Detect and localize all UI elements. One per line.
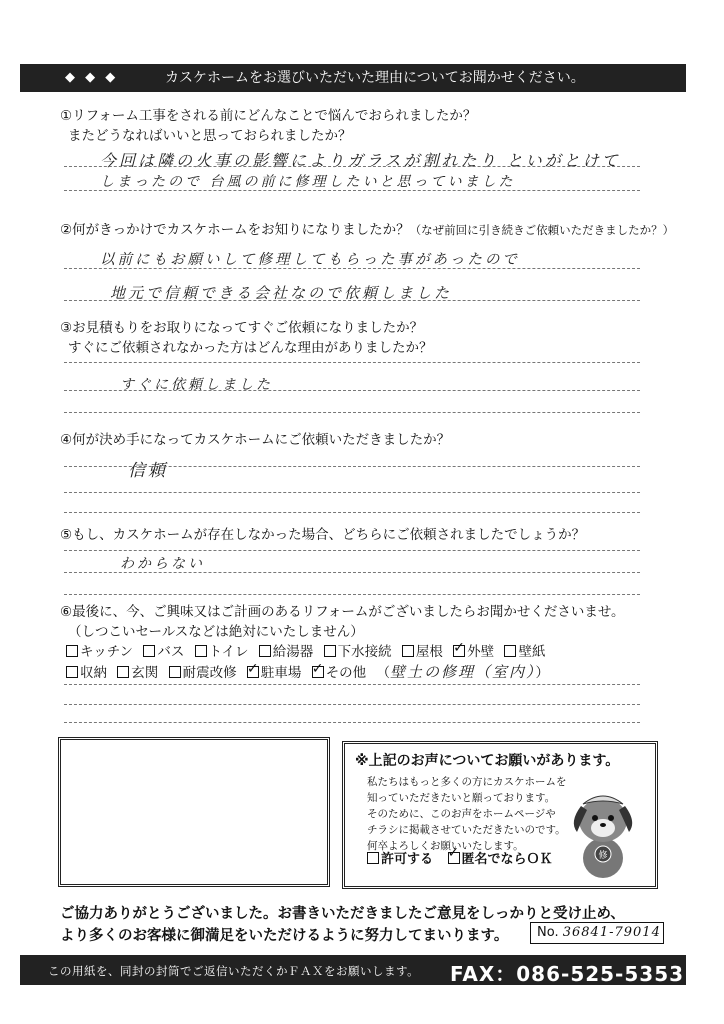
option-permit[interactable]: 許可する [367, 852, 433, 867]
dashed-line [64, 594, 640, 595]
dashed-line [64, 390, 640, 391]
dashed-line [64, 166, 640, 167]
option-storage[interactable]: 収納 [66, 665, 107, 681]
option-seismic[interactable]: 耐震改修 [169, 665, 237, 681]
answer-3-line-1: すぐに依頼しました [120, 377, 273, 393]
header-title: カスケホームをお選びいただいた理由についてお聞かせください。 [165, 70, 585, 86]
number-prefix: No. [537, 925, 559, 940]
interest-options-row-1 [66, 642, 551, 662]
answer-1-line-1: 今回は隣の火事の影響によりガラスが割れたり といがとけて [100, 151, 621, 170]
option-kitchen[interactable]: キッチン [66, 644, 133, 660]
question-3-line-1: ③お見積もりをお取りになってすぐご依頼になりましたか？ [60, 320, 424, 336]
footer-bar [20, 955, 686, 985]
dashed-line [64, 512, 640, 513]
dashed-line [64, 492, 640, 493]
other-paren-open: （ [376, 665, 390, 681]
option-wallpaper[interactable]: 壁紙 [504, 644, 545, 660]
answer-1-line-2: しまったので 台風の前に修理したいと思っていました [100, 174, 516, 190]
checkbox-checked[interactable] [453, 645, 465, 657]
checkbox[interactable] [324, 645, 336, 657]
permission-options [367, 848, 553, 867]
checkbox[interactable] [367, 852, 379, 864]
checkbox-checked[interactable] [247, 666, 259, 678]
option-water-heater[interactable]: 給湯器 [259, 644, 314, 660]
question-6-line-1: ⑥最後に、今、ご興味又はご計画のあるリフォームがございましたらお聞かせくださいませ。 [60, 604, 625, 620]
question-6 [60, 602, 625, 642]
footer-message: この用紙を、同封の封筒でご返信いただくかＦＡＸをお願いします。 [48, 964, 420, 978]
answer-4-line-1: 信頼 [128, 461, 168, 481]
notice-body [367, 774, 567, 854]
question-4 [60, 430, 450, 450]
interest-options-row-2 [66, 662, 549, 683]
checkbox[interactable] [66, 666, 78, 678]
question-1 [60, 106, 476, 146]
publication-notice-box [342, 741, 658, 889]
diamond-icons: ◆ ◆ ◆ [65, 70, 119, 85]
answer-2-line-2: 地元で信頼できる会社なので依頼しました [110, 284, 453, 302]
answer-5-line-1: わからない [120, 556, 205, 572]
checkbox-checked[interactable] [448, 852, 460, 864]
dashed-line [64, 684, 640, 685]
dashed-line [64, 412, 640, 413]
notice-line: そのために、このお声をホームページや [367, 808, 556, 820]
question-1-line-1: ①リフォーム工事をされる前にどんなことで悩んでおられましたか？ [60, 108, 477, 124]
dashed-line [64, 550, 640, 551]
other-paren-close: ） [535, 665, 549, 681]
checkbox[interactable] [402, 645, 414, 657]
mascot-dog-icon [567, 788, 639, 880]
document-number [530, 922, 664, 944]
thanks-line-1: ご協力ありがとうございました。お書きいただきましたご意見をしっかりと受け止め、 [60, 906, 625, 922]
option-other[interactable]: ✓ その他 [312, 665, 367, 681]
question-5-line-1: ⑤もし、カスケホームが存在しなかった場合、どちらにご依頼されましたでしょうか？ [60, 527, 586, 543]
dashed-line [64, 190, 640, 191]
option-anonymous[interactable]: ✓ 匿名でならＯＫ [448, 852, 553, 867]
question-1-line-2: またどうなればいいと思っておられましたか？ [68, 128, 352, 144]
question-5 [60, 525, 585, 545]
dashed-line [64, 722, 640, 723]
question-3-line-2: すぐにご依頼されなかった方はどんな理由がありましたか？ [68, 340, 433, 356]
mascot-badge: 修 [598, 851, 608, 861]
question-2-note: （なぜ前回に引き続きご依頼いただきましたか？） [409, 223, 675, 237]
other-text: 壁土の修理（室内） [389, 663, 536, 681]
option-toilet[interactable]: トイレ [195, 644, 249, 660]
option-bath[interactable]: バス [143, 644, 184, 660]
question-6-line-2: （しつこいセールスなどは絶対にいたしません） [68, 624, 364, 640]
question-2 [60, 220, 674, 240]
notice-line: 何卒よろしくお願いいたします。 [367, 840, 524, 852]
checkbox[interactable] [259, 645, 271, 657]
checkbox-checked[interactable] [312, 666, 324, 678]
option-sewer[interactable]: 下水接続 [324, 644, 392, 660]
notice-line: チラシに掲載させていただきたいのです。 [367, 824, 566, 836]
dashed-line [64, 362, 640, 363]
number-value: 36841-79014 [562, 925, 661, 940]
dashed-line [64, 466, 640, 467]
notice-line: 私たちはもっと多くの方にカスケホームを [367, 776, 567, 788]
checkbox[interactable] [169, 666, 181, 678]
header-bar [20, 64, 686, 92]
checkbox[interactable] [66, 645, 78, 657]
option-entrance[interactable]: 玄関 [117, 665, 158, 681]
notice-line: 知っていただきたいと願っております。 [367, 792, 556, 804]
option-parking[interactable]: ✓ 駐車場 [247, 665, 302, 681]
notice-title: ※上記のお声についてお願いがあります。 [355, 753, 620, 769]
question-3 [60, 318, 433, 358]
question-2-line-1: ②何がきっかけでカスケホームをお知りになりましたか？ [60, 222, 410, 238]
checkbox[interactable] [117, 666, 129, 678]
thanks-line-2: より多くのお客様に御満足をいただけるように努力してまいります。 [60, 928, 509, 944]
answer-2-line-1: 以前にもお願いして修理してもらった事があったので [100, 252, 520, 268]
option-roof[interactable]: 屋根 [402, 644, 443, 660]
dashed-line [64, 704, 640, 705]
question-4-line-1: ④何が決め手になってカスケホームにご依頼いただきましたか？ [60, 432, 451, 448]
checkbox[interactable] [195, 645, 207, 657]
blank-comment-box[interactable] [58, 737, 330, 887]
fax-number: FAX：086-525-5353 [450, 962, 685, 986]
checkbox[interactable] [504, 645, 516, 657]
checkbox[interactable] [143, 645, 155, 657]
dashed-line [64, 268, 640, 269]
dashed-line [64, 300, 640, 301]
dashed-line [64, 572, 640, 573]
option-exterior-wall[interactable]: ✓ 外壁 [453, 644, 494, 660]
